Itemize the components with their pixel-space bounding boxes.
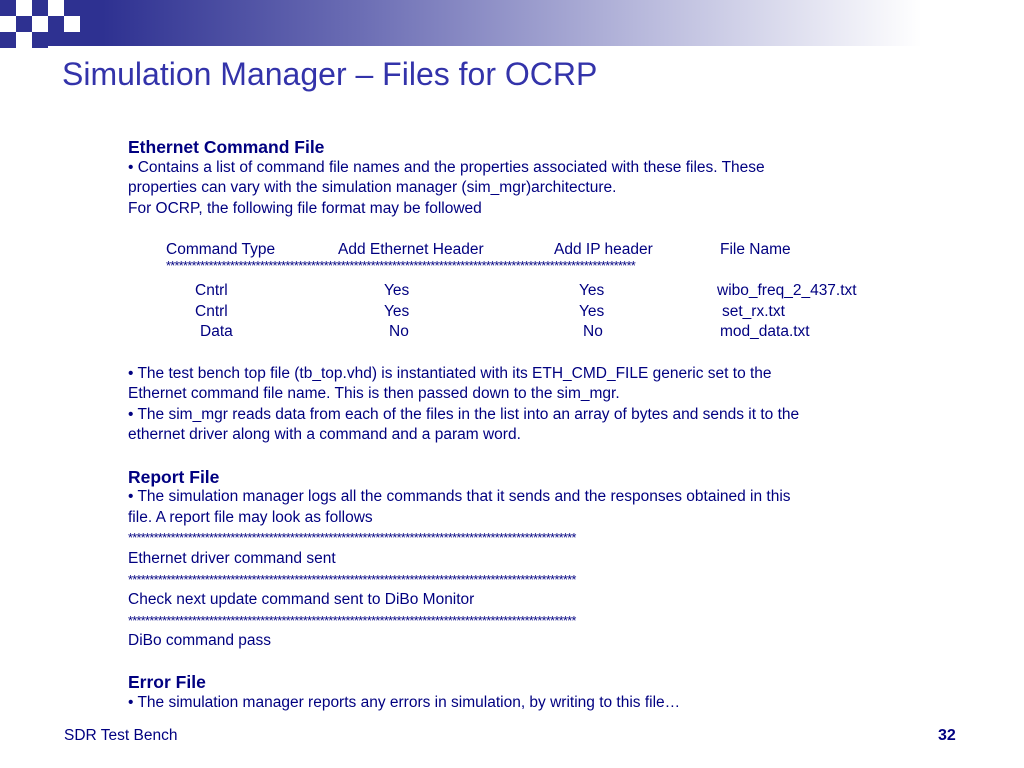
ethernet-bullet-1-line-1: • Contains a list of command file names and the properties associated with these files. These <box>128 158 765 176</box>
report-bullet-line-2: file. A report file may look as follows <box>128 508 373 526</box>
table-cell: Yes <box>384 302 410 320</box>
report-line-2: Check next update command sent to DiBo Monitor <box>128 591 475 609</box>
error-bullet: • The simulation manager reports any errors in simulation, by writing to this file… <box>128 694 681 712</box>
slide-content <box>128 137 888 714</box>
ethernet-bullet-2-line-2: Ethernet command file name. This is then passed down to the sim_mgr. <box>128 385 620 403</box>
ethernet-bullet-3-line-1: • The sim_mgr reads data from each of the files in the list into an array of bytes and sends it to the <box>128 405 800 423</box>
table-cell: set_rx.txt <box>722 302 785 320</box>
report-bullet-line-1: • The simulation manager logs all the commands that it sends and the responses obtained in this <box>128 488 791 506</box>
report-line-1: Ethernet driver command sent <box>128 549 336 567</box>
error-heading: Error File <box>128 672 206 693</box>
table-cell: Yes <box>384 282 410 300</box>
report-heading: Report File <box>128 466 220 487</box>
report-separator: ********************************************************************************************************* <box>128 531 576 546</box>
report-separator: ********************************************************************************************************* <box>128 572 576 587</box>
table-separator: ************************************************************************************************************** <box>166 259 636 274</box>
ethernet-bullet-3-line-2: ethernet driver along with a command and a param word. <box>128 426 521 444</box>
table-cell: wibo_freq_2_437.txt <box>717 282 857 300</box>
table-header-command-type: Command Type <box>166 240 276 258</box>
footer-title: SDR Test Bench <box>64 727 178 744</box>
report-separator: ********************************************************************************************************* <box>128 613 576 628</box>
table-cell: No <box>389 323 409 341</box>
ethernet-heading: Ethernet Command File <box>128 137 325 157</box>
page-number: 32 <box>938 727 956 744</box>
table-cell: Yes <box>579 282 605 300</box>
table-cell: Data <box>200 323 233 341</box>
table-cell: Cntrl <box>195 282 228 300</box>
slide-title: Simulation Manager – Files for OCRP <box>62 56 598 92</box>
command-file-table <box>128 219 888 341</box>
ethernet-bullet-2-line-1: • The test bench top file (tb_top.vhd) is instantiated with its ETH_CMD_FILE generic set to the <box>128 364 772 382</box>
table-cell: Cntrl <box>195 302 228 320</box>
table-header-file-name: File Name <box>720 240 791 258</box>
ethernet-format-line: For OCRP, the following file format may be followed <box>128 199 482 217</box>
table-header-add-ip: Add IP header <box>554 240 653 258</box>
report-line-3: DiBo command pass <box>128 632 272 650</box>
checker-logo <box>0 0 80 48</box>
table-cell: Yes <box>579 302 605 320</box>
ethernet-bullet-1-line-2: properties can vary with the simulation manager (sim_mgr)architecture. <box>128 179 617 197</box>
table-header-add-ethernet: Add Ethernet Header <box>338 240 484 258</box>
header-gradient-band <box>0 0 1024 46</box>
table-cell: No <box>583 323 603 341</box>
table-cell: mod_data.txt <box>720 323 810 341</box>
